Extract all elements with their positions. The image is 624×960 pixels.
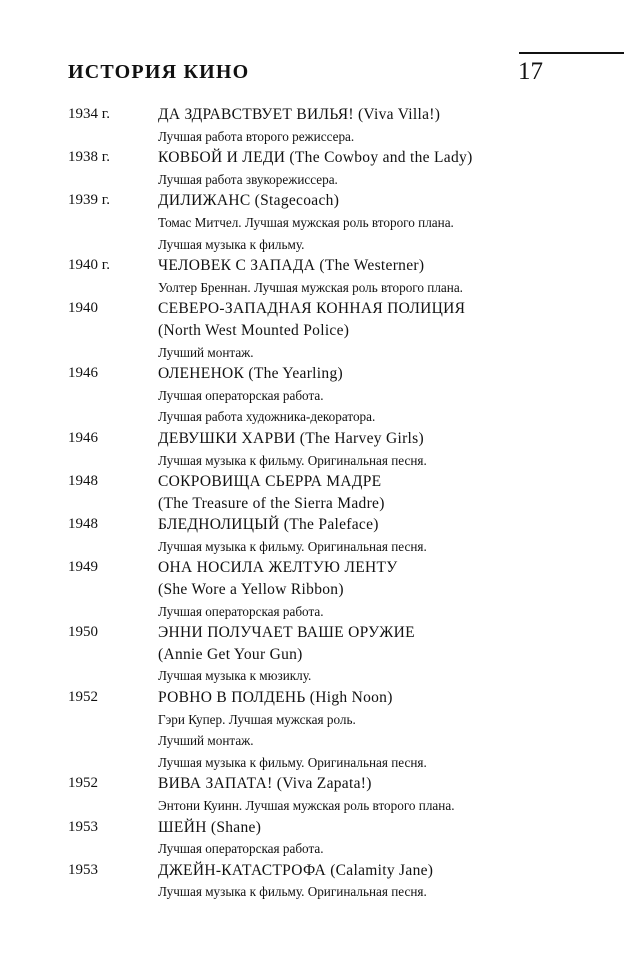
award-note: Лучшая музыка к фильму. Оригинальная песня. [158, 884, 427, 900]
film-entry [0, 817, 624, 860]
film-title-line: ОЛЕНЕНОК (The Yearling) [158, 365, 343, 383]
film-title-line: КОВБОЙ И ЛЕДИ (The Cowboy and the Lady) [158, 149, 473, 167]
film-entry [0, 514, 624, 557]
awards-list [0, 104, 624, 903]
header-rule [519, 52, 624, 54]
film-entry [0, 773, 624, 816]
film-entry [0, 622, 624, 687]
award-note: Томас Митчел. Лучшая мужская роль второго плана. [158, 214, 454, 230]
award-year: 1952 [68, 689, 98, 706]
film-title-line: ДА ЗДРАВСТВУЕТ ВИЛЬЯ! (Viva Villa!) [158, 106, 441, 123]
running-title: ИСТОРИЯ КИНО [68, 61, 250, 83]
award-note: Гэри Купер. Лучшая мужская роль. [158, 711, 356, 727]
award-note: Лучшая операторская работа. [158, 387, 324, 403]
film-entry [0, 860, 624, 903]
award-year: 1953 [68, 818, 98, 835]
award-note: Лучшая музыка к фильму. Оригинальная песня. [158, 538, 427, 554]
award-year: 1950 [68, 624, 98, 641]
award-note: Лучшая музыка к фильму. Оригинальная песня. [158, 754, 427, 770]
award-year: 1938 г. [68, 149, 110, 166]
award-note: Лучшая музыка к мюзиклу. [158, 668, 312, 684]
film-title-line: РОВНО В ПОЛДЕНЬ (High Noon) [158, 689, 393, 707]
film-entry [0, 104, 624, 147]
film-title-line: СОКРОВИЩА СЬЕРРА МАДРЕ [158, 473, 382, 491]
award-note: Лучшая операторская работа. [158, 603, 324, 619]
award-note: Лучший монтаж. [158, 344, 254, 360]
award-note: Лучшая работа второго режиссера. [158, 128, 355, 144]
film-title-line: ДЕВУШКИ ХАРВИ (The Harvey Girls) [158, 429, 424, 447]
film-entry [0, 428, 624, 471]
award-note: Лучшая работа звукорежиссера. [158, 171, 338, 187]
award-year: 1939 г. [68, 192, 110, 209]
award-year: 1946 [68, 429, 98, 446]
award-year: 1948 [68, 516, 98, 533]
film-entry [0, 557, 624, 622]
film-title-line: БЛЕДНОЛИЦЫЙ (The Paleface) [158, 516, 379, 534]
film-title-line: (She Wore a Yellow Ribbon) [158, 581, 344, 599]
film-title-line: ДИЛИЖАНС (Stagecoach) [158, 192, 340, 210]
film-title-line: (North West Mounted Police) [158, 321, 350, 339]
award-year: 1953 [68, 861, 98, 878]
film-title-line: ОНА НОСИЛА ЖЕЛТУЮ ЛЕНТУ [158, 559, 398, 577]
page-number: 17 [518, 58, 543, 85]
film-title-line: СЕВЕРО-ЗАПАДНАЯ КОННАЯ ПОЛИЦИЯ [158, 300, 466, 318]
film-title-line: ШЕЙН (Shane) [158, 818, 262, 836]
film-entry [0, 687, 624, 773]
film-entry [0, 298, 624, 363]
award-year: 1940 [68, 300, 98, 317]
award-year: 1948 [68, 473, 98, 490]
award-note: Лучшая работа художника-декоратора. [158, 409, 376, 425]
film-title-line: ВИВА ЗАПАТА! (Viva Zapata!) [158, 775, 372, 793]
award-note: Лучшая операторская работа. [158, 841, 324, 857]
award-note: Лучший монтаж. [158, 733, 254, 749]
film-title-line: ЭННИ ПОЛУЧАЕТ ВАШЕ ОРУЖИЕ [158, 624, 415, 642]
award-note: Энтони Куинн. Лучшая мужская роль второго плана. [158, 798, 455, 813]
film-entry [0, 147, 624, 190]
award-year: 1940 г. [68, 257, 110, 274]
award-year: 1934 г. [68, 106, 110, 122]
film-entry [0, 255, 624, 298]
film-title-line: ДЖЕЙН-КАТАСТРОФА (Calamity Jane) [158, 861, 434, 879]
award-note: Лучшая музыка к фильму. [158, 236, 305, 252]
film-entry [0, 190, 624, 255]
film-title-line: (The Treasure of the Sierra Madre) [158, 494, 385, 512]
film-title-line: (Annie Get Your Gun) [158, 645, 303, 663]
award-note: Уолтер Бреннан. Лучшая мужская роль второго плана. [158, 279, 463, 295]
film-title-line: ЧЕЛОВЕК С ЗАПАДА (The Westerner) [158, 257, 425, 275]
award-year: 1949 [68, 559, 98, 576]
award-year: 1952 [68, 775, 98, 792]
film-entry [0, 471, 624, 514]
award-note: Лучшая музыка к фильму. Оригинальная песня. [158, 452, 427, 468]
award-year: 1946 [68, 365, 98, 382]
film-entry [0, 363, 624, 428]
